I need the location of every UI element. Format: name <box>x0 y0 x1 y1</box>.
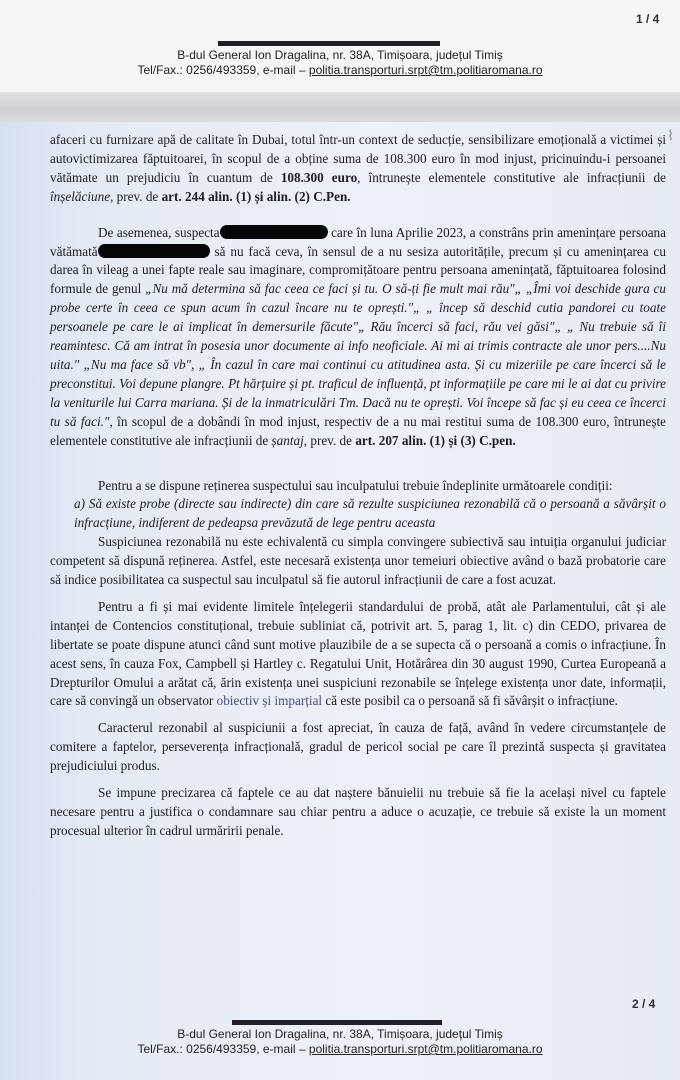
scan-artifact-mark: ⌇ <box>667 129 674 144</box>
paragraph-reasonable-suspicion: Suspiciunea rezonabilă nu este echivalentă cu simpla convingere subiectivă sau intuiția organului judiciar competent să dispună reținerea. Astfel, este necesară existența unor temeiuri obiective având o bază probatorie care să indice posibilitatea ca suspectul sau inculpatul să fie autorul infracțiunii de care a fost acuzat. <box>50 534 666 588</box>
footer-contact-bottom <box>0 1042 680 1057</box>
redaction-bar <box>220 225 328 239</box>
footer-contact-top <box>0 63 680 78</box>
paragraph-reasonableness: Caracterul rezonabil al suspiciunii a fost apreciat, în cauza de față, având în vedere circumstanțele de comitere a faptelor, perseverența infracțională, gradul de pericol social pe care îl prezintă suspecta și gravitatea prejudiciului produs. <box>50 720 666 774</box>
paragraph-fraud <box>50 131 666 207</box>
footer-rule-bottom <box>232 1020 442 1025</box>
p2-offence: șantaj <box>271 432 304 448</box>
previous-page-footer <box>0 0 680 92</box>
page-number-top: 1 / 4 <box>636 12 660 26</box>
footer-address-bottom: B-dul General Ion Dragalina, nr. 38A, Timișoara, județul Timiș <box>177 1027 503 1041</box>
footer-address-block-top <box>0 48 680 78</box>
footer-contact-prefix-bottom: Tel/Fax.: 0256/493359, e-mail – <box>137 1042 309 1056</box>
page-gap <box>0 92 680 122</box>
footer-rule-top <box>218 41 440 46</box>
document-body <box>50 131 666 841</box>
page-number-bottom: 2 / 4 <box>632 997 656 1011</box>
p2-text-c: să nu facă ceva, în sensul de a nu sesiza autoritățile, precum și cu amenințarea cu darea în vileag a unei fapte reale sau imaginare, compromițătoare pentru persoana amenințată, făptuitoarea folosind formule de genul <box>50 243 666 297</box>
footer-email-top: politia.transporturi.srpt@tm.politiaromana.ro <box>308 63 543 77</box>
p1-text-c: , prev. de <box>110 188 162 204</box>
footer-address-top: B-dul General Ion Dragalina, nr. 38A, Timișoara, județul Timiș <box>177 48 503 62</box>
paragraph-conditions: Pentru a se dispune reținerea suspectului sau inculpatului trebuie îndeplinite următoarele condiții: <box>98 477 613 493</box>
p1-text-b: , întrunește elementele constitutive ale infracțiunii de <box>357 169 666 185</box>
p2-text-b: care în luna Aprilie 2023, a constrâns prin amenințare persoana vătămată <box>50 224 666 259</box>
p1-offence: înșelăciune <box>50 188 111 204</box>
p5-text-a: Pentru a fi și mai evidente limitele înțelegerii standardului de probă, atât ale Parlamentului, cât și ale intanței de Contencios constituțional, trebuie subliniat că, potrivit art. 5, parag 1, lit. c) din CEDO, privarea de libertate se poate dispune atunci când sunt motive plauzibile de a se supecta că o persoană a comis o infracțiune. În acest sens, în cauza Fox, Campbell și Hartley c. Regatului Unit, Hotărârea din 30 august 1990, Curtea Europeană a Drepturilor Omului a arătat că, ărin existența unei suspiciuni rezonabile se înțelege existența unor date, informații, care să convingă un observator <box>50 598 666 709</box>
condition-a: a) Să existe probe (directe sau indirecte) din care să rezulte suspiciunea rezonabilă că o persoană a săvârșit o infracțiune, indiferent de pedeapsa prevăzută de lege pentru aceasta <box>74 496 666 531</box>
footer-contact-prefix-top: Tel/Fax.: 0256/493359, e-mail – <box>137 63 309 77</box>
p2-text-d: , în scopul de a dobândi în mod injust, respectiv de a nu mai restitui suma de 108.300 euro, întrunește elementele constitutive ale infracțiunii de <box>50 413 666 448</box>
paragraph-echr <box>50 598 666 711</box>
p5-obscured-text: obiectiv și imparțial <box>216 693 323 709</box>
p1-article: art. 244 alin. (1) și alin. (2) C.Pen. <box>161 188 351 204</box>
footer-address-block-bottom <box>0 1027 680 1057</box>
paragraph-clarification: Se impune precizarea că faptele ce au dat naștere bănuielii nu trebuie să fie la același nivel cu faptele necesare pentru a justifica o condamnare sau chiar pentru a aduce o acuzație, ce trebuie să existe la un moment procesual ulterior în cadrul urmăririi penale. <box>50 785 666 838</box>
p2-article: art. 207 alin. (1) și (3) C.pen. <box>355 432 516 448</box>
p2-text-a: De asemenea, suspecta <box>98 224 220 240</box>
p2-quoted-messages: „Nu mă determina să fac ceea ce faci și tu. O să-ți fie mult mai rău"„ „Îmi voi deschide gura cu probe certe în ceea ce spun acum în cazul încare nu te oprești."„ „ încep să deschid cutia pandorei cu toate persoanele pe care le ai implicat în demersurile făcute"„ Rău încerci să faci, rău vei găsi"„ „ Nu trebuie să îi reamintesc. Că am intrat în posesia unor documente ai info neoficiale. Ai mi ai trimis contracte ale unor pers....Nu uita." „Nu ma face să vb", „ În cazul în care mai continui cu atitudinea asta. Și cu mizeriile pe care încerci să le preconstitui. Voi depune plangre. Pt hărțuire și pt. traficul de influență, pt informațiile pe care mi le ai dat cu privire la veniturile lui Carra mariana. Și de la inmatriculări Tm. Dacă nu te oprești. Voi începe să fac și eu ceea ce încerci tu să faci." <box>50 281 666 429</box>
paragraph-blackmail <box>50 224 666 451</box>
redaction-bar <box>98 244 210 258</box>
footer-email-bottom: politia.transporturi.srpt@tm.politiaromana.ro <box>308 1042 543 1056</box>
p5-text-b: că este posibil ca o persoană să fi săvârșit o infracțiune. <box>322 693 618 709</box>
p2-text-e: , prev. de <box>303 432 356 448</box>
p1-amount: 108.300 euro <box>280 169 358 185</box>
condition-list <box>50 495 666 533</box>
p1-text-a: afaceri cu furnizare apă de calitate în Dubai, totul într-un context de seducție, sensibilizare emoțională a victimei și autovictimizarea făptuitoarei, în scopul de a obține suma de 108.300 euro în mod injust, pricinuindu-i persoanei vătămate un prejudiciu în cuantum de <box>50 132 666 185</box>
